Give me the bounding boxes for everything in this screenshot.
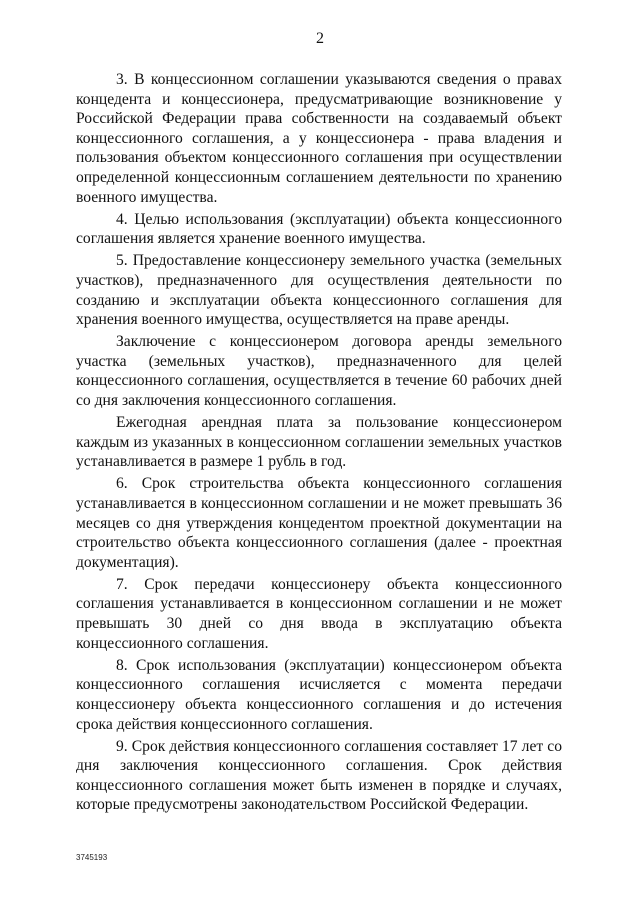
page-number: 2 <box>316 30 324 47</box>
paragraph-6: 6. Срок строительства объекта концессионного соглашения устанавливается в концессионном соглашении и не может превышать 36 месяцев со дня утверждения концедентом проектной документации на строительство объекта концессионного соглашения (далее - проектная документация). <box>76 475 562 571</box>
document-id: 3745193 <box>76 853 108 862</box>
paragraph-5: 5. Предоставление концессионеру земельного участка (земельных участков), предназначенного для осуществления деятельности по созданию и эксплуатации объекта концессионного соглашения для хранения военного имущества, осуществляется на праве аренды. <box>76 252 562 329</box>
paragraph-8: 8. Срок использования (эксплуатации) концессионером объекта концессионного соглашения исчисляется с момента передачи концессионеру объекта концессионного соглашения и до истечения срока действия концессионного соглашения. <box>76 656 562 733</box>
paragraph-9: 9. Срок действия концессионного соглашения составляет 17 лет со дня заключения концессионного соглашения. Срок действия концессионного соглашения может быть изменен в порядке и случаях, которые предусмотрены законодательством Российской Федерации. <box>76 737 562 814</box>
paragraph-4: 4. Целью использования (эксплуатации) объекта концессионного соглашения является хранение военного имущества. <box>76 210 562 248</box>
paragraph-annual-rent: Ежегодная арендная плата за пользование концессионером каждым из указанных в концессионном соглашении земельных участков устанавливается в размере 1 рубль в год. <box>76 414 562 471</box>
paragraph-lease-agreement: Заключение с концессионером договора аренды земельного участка (земельных участков), предназначенного для целей концессионного соглашения, осуществляется в течение 60 рабочих дней со дня заключения концессионного соглашения. <box>76 333 562 409</box>
paragraph-7: 7. Срок передачи концессионеру объекта концессионного соглашения устанавливается в концессионном соглашении и не может превышать 30 дней со дня ввода в эксплуатацию объекта концессионного соглашения. <box>76 575 562 652</box>
document-body <box>76 70 562 817</box>
paragraph-3: 3. В концессионном соглашении указываются сведения о правах концедента и концессионера, предусматривающие возникновение у Российской Федерации права собственности на создаваемый объект концессионного соглашения, а у концессионера - права владения и пользования объектом концессионного соглашения при осуществлении определенной концессионным соглашением деятельности по хранению военного имущества. <box>76 71 562 206</box>
